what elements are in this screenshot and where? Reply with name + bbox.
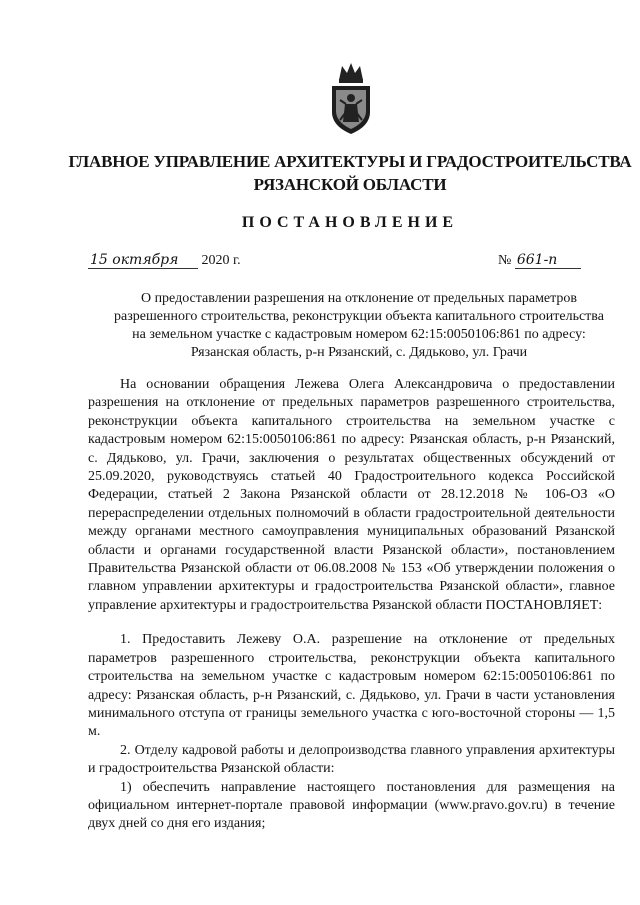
clause-2: 2. Отделу кадровой работы и делопроизводства главного управления архитектуры и градостроительства Рязанской области: bbox=[88, 742, 615, 777]
clause-1: 1. Предоставить Лежеву О.А. разрешение на отклонение от предельных параметров разрешенного строительства, реконструкции объекта капитального строительства на земельном участке с кадастровым номером 62:15:0050106:861 по адресу: Рязанская область, р-н Рязанский, с. Дядьково, ул. Грачи в части установления минимального отступа от границы земельного участка с юго-восточной стороны — 1,5 м. bbox=[88, 632, 615, 740]
document-date bbox=[88, 252, 241, 269]
number-sign: № bbox=[498, 253, 512, 268]
handwritten-number: 661-п bbox=[515, 252, 581, 269]
date-year: 2020 г. bbox=[201, 253, 241, 268]
ryazan-coat-of-arms-icon bbox=[326, 60, 376, 136]
subject-line: разрешенного строительства, реконструкции объекта капитального строительства bbox=[114, 309, 604, 324]
agency-line-2: РЯЗАНСКОЙ ОБЛАСТИ bbox=[253, 175, 447, 194]
preamble-paragraph: На основании обращения Лежева Олега Александровича о предоставлении разрешения на отклонение от предельных параметров разрешенного строительства, реконструкции объекта капитального строительства на земельном участке с кадастровым номером 62:15:0050106:861 по адресу: Рязанская область, р-н Рязанский, с. Дядьково, ул. Грачи, заключения о результатах общественных обсуждений от 25.09.2020, руководствуясь статьей 40 Градостроительного кодекса Российской Федерации, статьей 2 Закона Рязанской области от 28.12.2018 № 106-ОЗ «О перераспределении отдельных полномочий в области градостроительной деятельности между органами местного самоуправления муниципальных образований Рязанской области и органами государственной власти Рязанской области», постановлением Правительства Рязанской области от 06.08.2008 № 153 «Об утверждении положения о главном управлении архитектуры и градостроительства Рязанской области», главное управление архитектуры и градостроительства Рязанской области ПОСТАНОВЛЯЕТ: bbox=[88, 377, 615, 613]
clause-2-subitem-1: 1) обеспечить направление настоящего постановления для размещения на официальном интернет-портале правовой информации (www.pravo.gov.ru) в течение двух дней со дня его издания; bbox=[88, 779, 615, 832]
document-number bbox=[498, 252, 581, 269]
subject-line: на земельном участке с кадастровым номером 62:15:0050106:861 по адресу: bbox=[132, 327, 586, 342]
document-body bbox=[88, 376, 615, 834]
handwritten-date: 15 октября bbox=[88, 252, 198, 269]
agency-line-1: ГЛАВНОЕ УПРАВЛЕНИЕ АРХИТЕКТУРЫ И ГРАДОСТРОИТЕЛЬСТВА bbox=[68, 152, 632, 171]
subject-line: О предоставлении разрешения на отклонение от предельных параметров bbox=[140, 291, 578, 306]
subject-line: Рязанская область, р-н Рязанский, с. Дядьково, ул. Грачи bbox=[190, 345, 528, 360]
document-subject bbox=[84, 290, 634, 362]
document-title: ПОСТАНОВЛЕНИЕ bbox=[241, 214, 459, 231]
agency-name bbox=[60, 150, 640, 196]
